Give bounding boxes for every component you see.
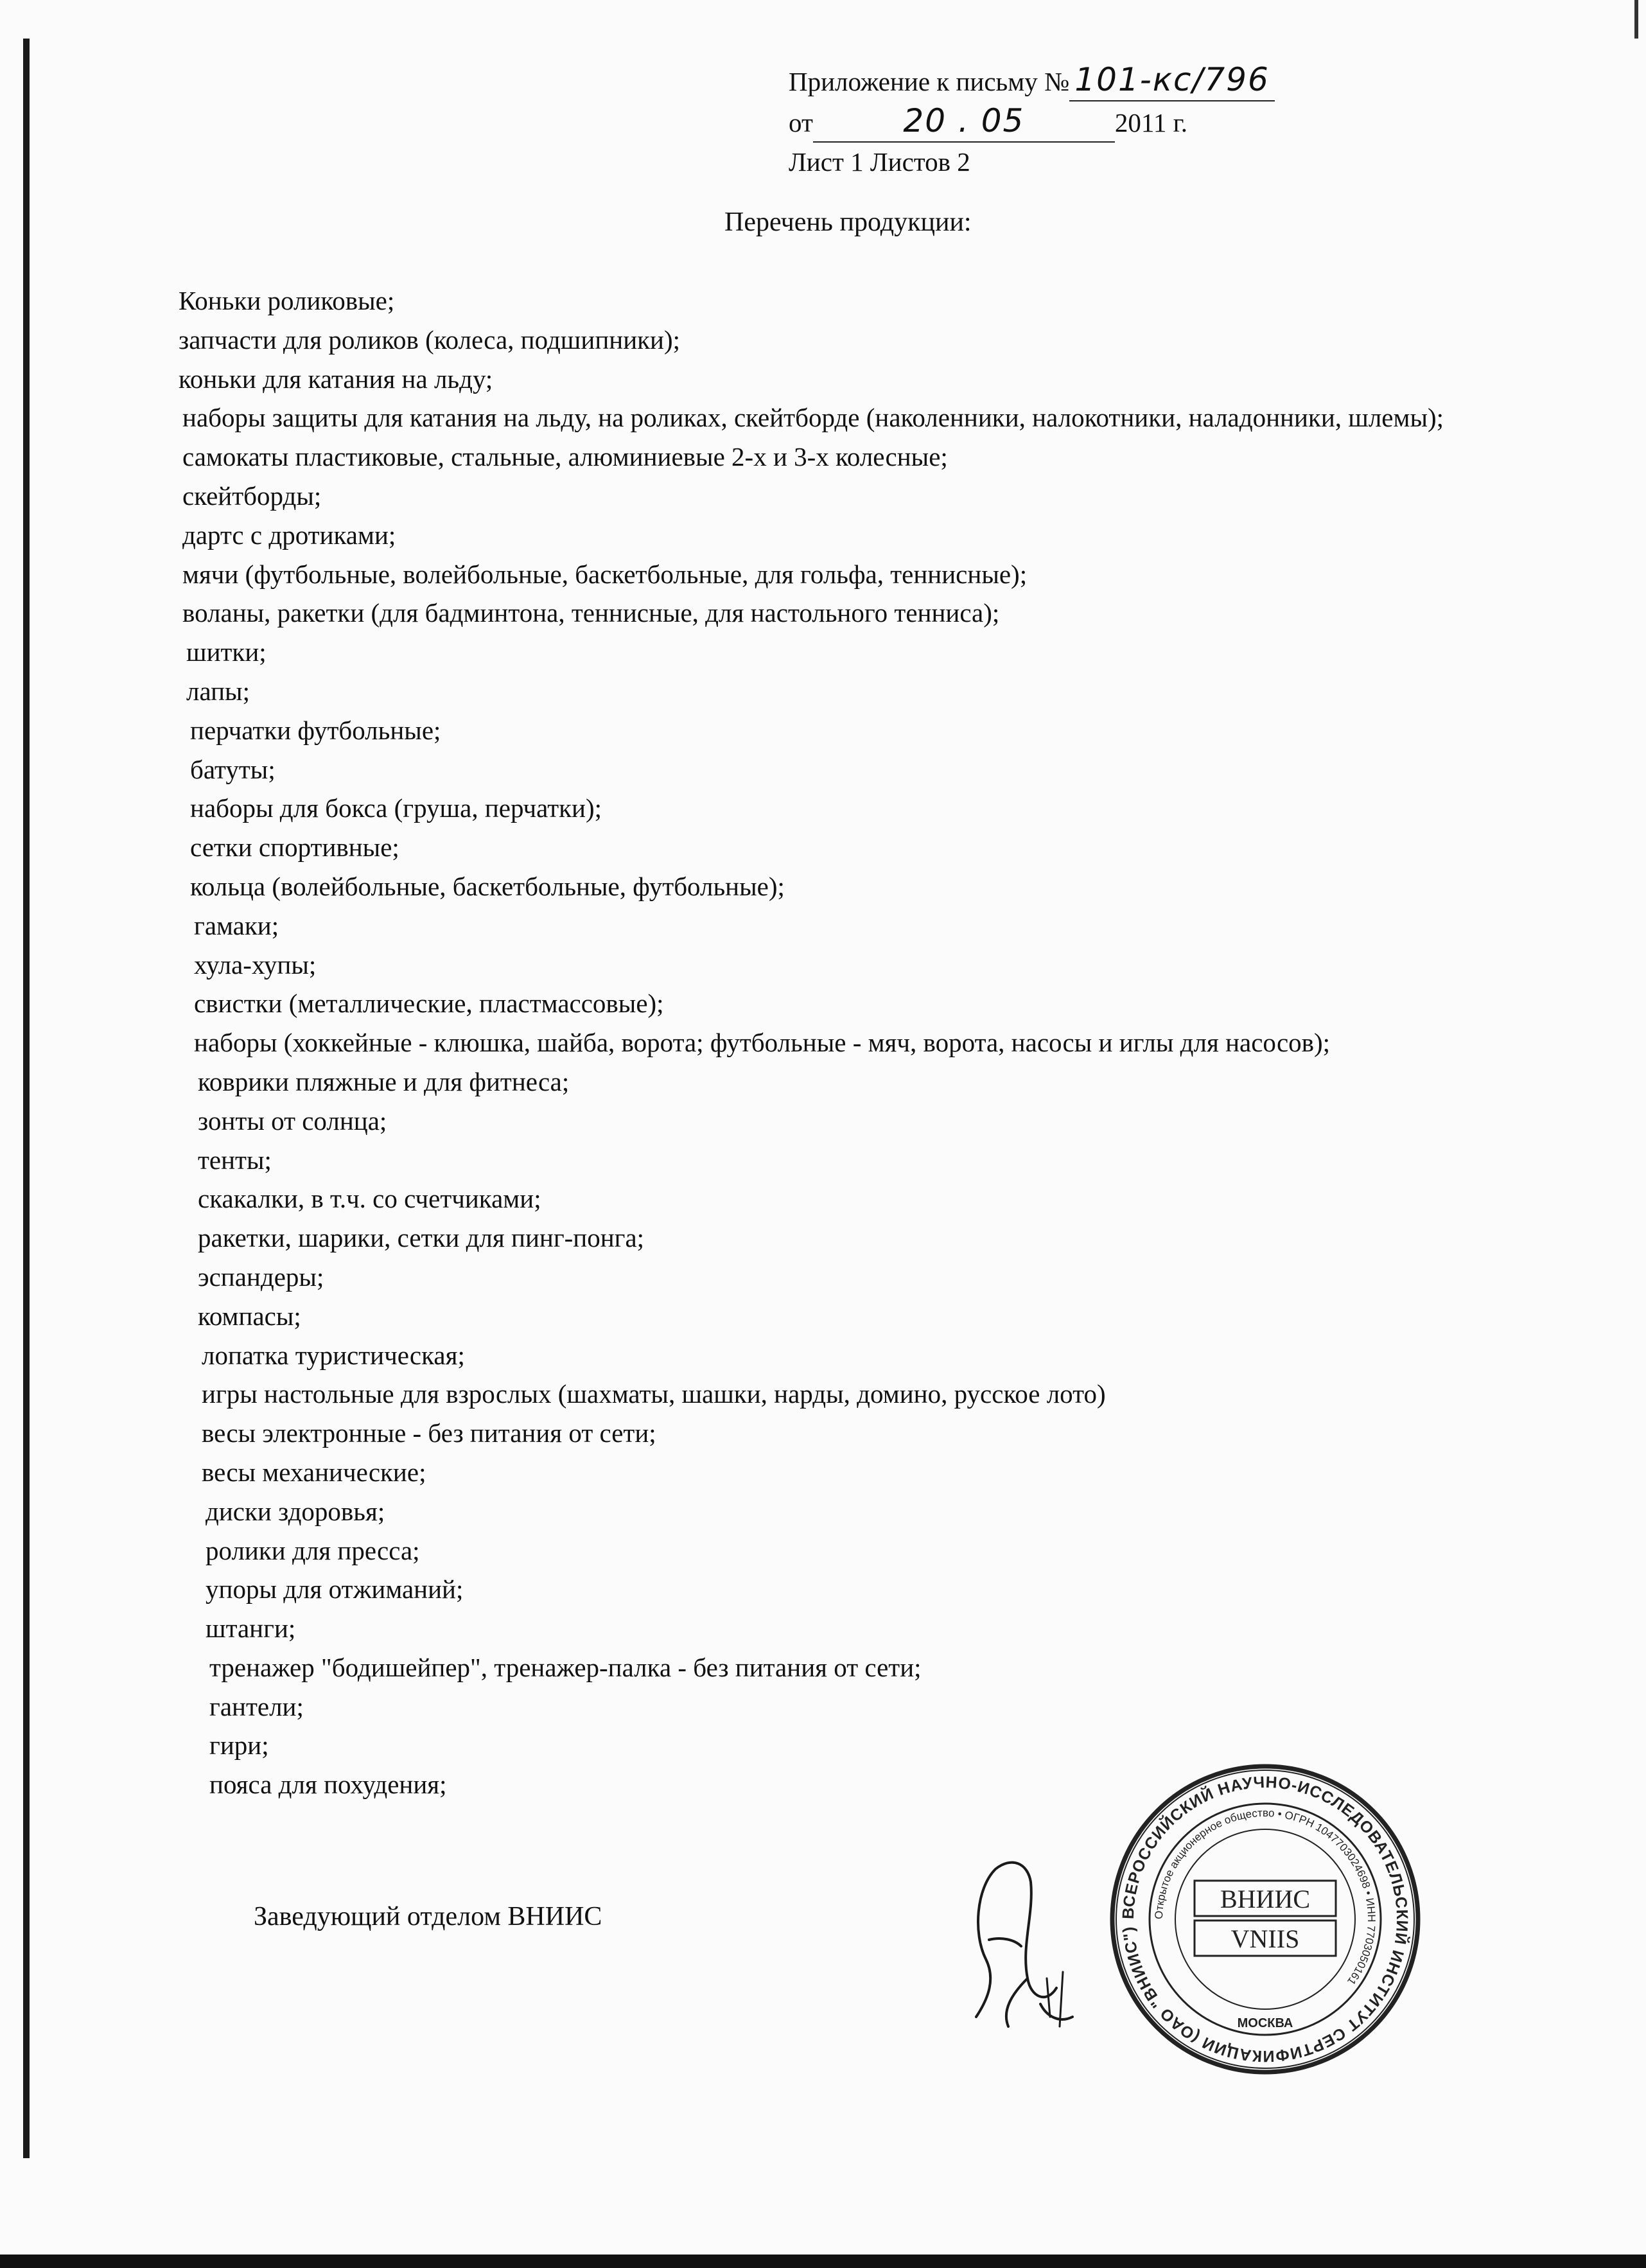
product-list-item: гири; — [209, 1730, 269, 1761]
letter-number-handwritten: 101-кс/796 — [1069, 59, 1275, 101]
product-list-item: эспандеры; — [198, 1261, 324, 1292]
product-list-item: упоры для отжиманий; — [206, 1574, 464, 1604]
stamp-middle-text: Открытое акционерное общество • ОГРН 1047703024698 • ИНН 7703050161 — [1152, 1806, 1378, 1987]
stamp-city: МОСКВА — [1237, 2016, 1293, 2030]
date-prefix: от — [789, 108, 813, 137]
product-list-item: диски здоровья; — [206, 1496, 385, 1526]
product-list-item: батуты; — [190, 754, 276, 784]
stamp-center-ru: ВНИИС — [1220, 1885, 1311, 1913]
product-list-item: дартс с дротиками; — [182, 520, 396, 550]
product-list-item: мячи (футбольные, волейбольные, баскетбольные, для гольфа, теннисные); — [182, 559, 1028, 589]
attachment-label: Приложение к письму № — [789, 67, 1070, 96]
product-list-item: коньки для катания на льду; — [179, 364, 493, 394]
product-list-item: шитки; — [186, 637, 267, 667]
stamp-center-en: VNIIS — [1230, 1924, 1300, 1953]
sheet-info: Лист 1 Листов 2 — [789, 147, 970, 177]
date-line — [789, 100, 1275, 141]
product-list-item: ракетки, шарики, сетки для пинг-понга; — [198, 1223, 645, 1253]
product-list-item: скейтборды; — [182, 480, 322, 511]
product-list-item: компасы; — [198, 1301, 301, 1331]
product-list-item: весы электронные - без питания от сети; — [202, 1418, 656, 1448]
signatory-position: Заведующий отделом ВНИИС — [254, 1902, 602, 1931]
product-list-item: наборы для бокса (груша, перчатки); — [190, 793, 602, 823]
product-list-item: скакалки, в т.ч. со счетчиками; — [198, 1184, 541, 1214]
signature-handwritten — [950, 1843, 1117, 2036]
letter-attachment-header — [789, 59, 1275, 182]
product-list-item: гамаки; — [194, 910, 279, 940]
product-list-item: наборы защиты для катания на льду, на роликах, скейтборде (наколенники, налокотники, наладонники, шлемы); — [182, 403, 1444, 433]
product-list-item: воланы, ракетки (для бадминтона, теннисные, для настольного тенниса); — [182, 598, 1000, 628]
stamp-outer-text: ВСЕРОССИЙСКИЙ НАУЧНО-ИССЛЕДОВАТЕЛЬСКИЙ ИНСТИТУТ СЕРТИФИКАЦИИ (ОАО "ВНИИС") — [1119, 1773, 1412, 2066]
product-list-item: ролики для пресса; — [206, 1535, 420, 1565]
scan-bottom-edge — [0, 2255, 1646, 2268]
product-list-item: сетки спортивные; — [190, 832, 399, 863]
scan-binding-edge — [23, 39, 30, 2158]
product-list-item: кольца (волейбольные, баскетбольные, футбольные); — [190, 871, 785, 901]
product-list-item: лапы; — [186, 676, 250, 706]
organization-stamp — [1105, 1759, 1426, 2080]
product-list-item: гантели; — [209, 1691, 304, 1721]
product-list-item: самокаты пластиковые, стальные, алюминиевые 2-х и 3-х колесные; — [182, 442, 948, 472]
date-year: 2011 г. — [1114, 108, 1188, 137]
attachment-ref-line — [789, 59, 1275, 100]
product-list-item: штанги; — [206, 1613, 296, 1644]
product-list-item: игры настольные для взрослых (шахматы, шашки, нарды, домино, русское лото) — [202, 1379, 1106, 1409]
product-list-item: запчасти для роликов (колеса, подшипники); — [179, 324, 681, 355]
scan-edge-mark — [1634, 0, 1638, 39]
product-list-item: свистки (металлические, пластмассовые); — [194, 989, 664, 1019]
product-list-item: весы механические; — [202, 1457, 426, 1487]
product-list-item: пояса для похудения; — [209, 1770, 447, 1800]
page-title: Перечень продукции: — [724, 207, 972, 237]
product-list-item: наборы (хоккейные - клюшка, шайба, ворота; футбольные - мяч, ворота, насосы и иглы для насосов); — [194, 1028, 1331, 1058]
product-list-item: перчатки футбольные; — [190, 715, 441, 745]
product-list-item: тенты; — [198, 1145, 272, 1175]
product-list-item: Коньки роликовые; — [179, 286, 395, 315]
product-list-item: зонты от солнца; — [198, 1105, 387, 1136]
product-list-item: коврики пляжные и для фитнеса; — [198, 1066, 570, 1096]
date-handwritten: 20 . 05 — [813, 100, 1115, 143]
product-list-item: хула-хупы; — [194, 949, 317, 980]
product-list-item: лопатка туристическая; — [202, 1340, 465, 1370]
product-list-item: тренажер "бодишейпер", тренажер-палка - без питания от сети; — [209, 1652, 922, 1682]
product-list — [179, 281, 1476, 1804]
